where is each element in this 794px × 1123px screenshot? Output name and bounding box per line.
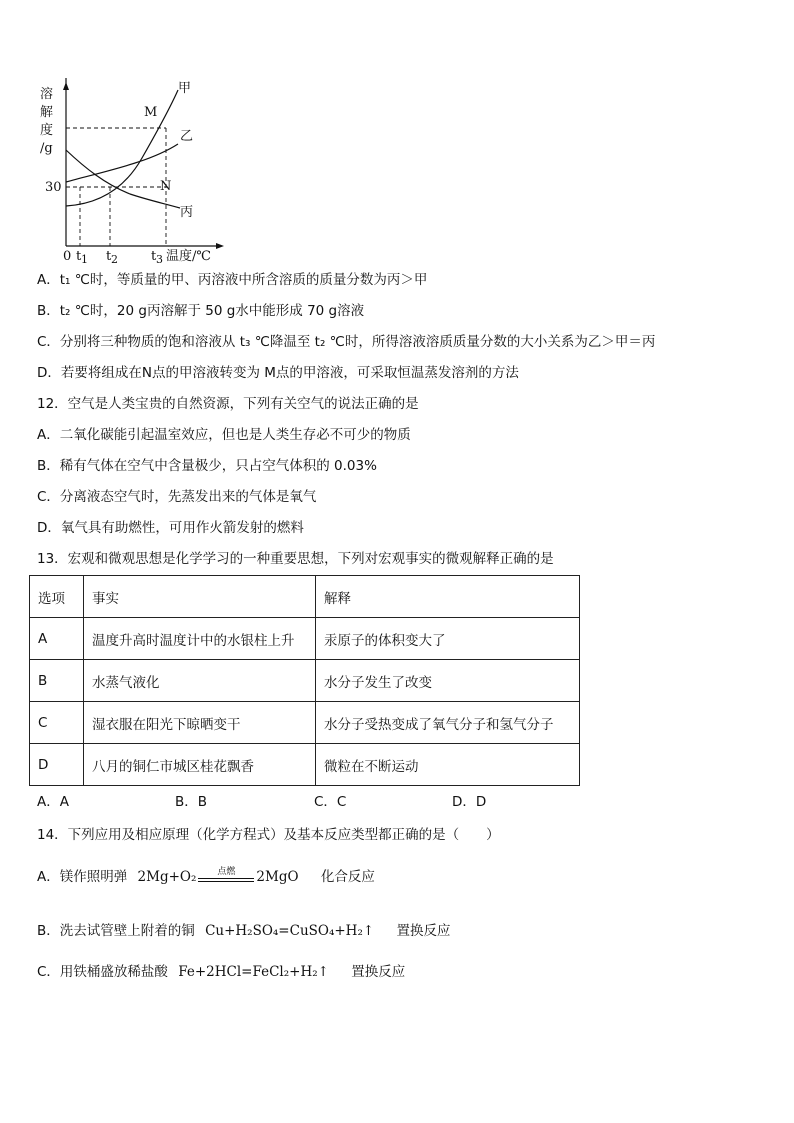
x-tick-t2-sub: 2 xyxy=(111,253,118,263)
q11-option-a: A．t₁ ℃时，等质量的甲、丙溶液中所含溶质的质量分数为丙＞甲 xyxy=(37,272,428,288)
solubility-graph xyxy=(30,78,230,263)
q14-c-prefix: C．用铁桶盛放稀盐酸 xyxy=(37,964,168,980)
x-tick-t1-sub: 1 xyxy=(81,253,88,263)
q13-option-a: A．A xyxy=(37,794,69,810)
q14-c-equation: Fe+2HCl=FeCl₂+H₂↑ xyxy=(178,964,329,980)
q13-option-d: D．D xyxy=(452,794,487,810)
q13-stem: 13．宏观和微观思想是化学学习的一种重要思想，下列对宏观事实的微观解释正确的是 xyxy=(37,551,554,567)
table-row xyxy=(30,618,580,660)
q14-stem: 14．下列应用及相应原理（化学方程式）及基本反应类型都正确的是（ ） xyxy=(37,827,500,843)
ylabel-4: /g xyxy=(40,141,53,156)
q14-a-rhs: 2MgO xyxy=(256,869,299,885)
q11-option-b: B．t₂ ℃时，20 g丙溶解于 50 g水中能形成 70 g溶液 xyxy=(37,303,365,319)
q12-stem: 12．空气是人类宝贵的自然资源，下列有关空气的说法正确的是 xyxy=(37,396,419,412)
q13-option-c: C．C xyxy=(314,794,347,810)
x-axis-label: 温度/℃ xyxy=(166,249,211,263)
x-tick-t2: t xyxy=(106,249,112,263)
origin-label: 0 xyxy=(63,249,72,263)
table-cell: D xyxy=(30,744,84,786)
q14-b-equation: Cu+H₂SO₄=CuSO₄+H₂↑ xyxy=(205,923,375,939)
table-cell: 八月的铜仁市城区桂花飘香 xyxy=(84,744,316,786)
curve-yi xyxy=(66,144,178,182)
table-cell: 水蒸气液化 xyxy=(84,660,316,702)
q14-b-type: 置换反应 xyxy=(396,923,451,939)
table-row xyxy=(30,702,580,744)
q13-option-b: B．B xyxy=(175,794,208,810)
q12-option-b: B．稀有气体在空气中含量极少，只占空气体积的 0.03% xyxy=(37,458,377,474)
table-header-cell: 解释 xyxy=(316,576,580,618)
table-cell: A xyxy=(30,618,84,660)
table-cell: 水分子受热变成了氧气分子和氢气分子 xyxy=(316,702,580,744)
ylabel-3: 度 xyxy=(40,123,54,138)
q11-option-d: D．若要将组成在N点的甲溶液转变为 M点的甲溶液，可采取恒温蒸发溶剂的方法 xyxy=(37,365,519,381)
table-row xyxy=(30,660,580,702)
table-header-row xyxy=(30,576,580,618)
table-cell: 水分子发生了改变 xyxy=(316,660,580,702)
table-header-cell: 事实 xyxy=(84,576,316,618)
table-header-cell: 选项 xyxy=(30,576,84,618)
x-tick-t1: t xyxy=(76,249,82,263)
table-cell: 温度升高时温度计中的水银柱上升 xyxy=(84,618,316,660)
q12-option-d: D．氧气具有助燃性，可用作火箭发射的燃料 xyxy=(37,520,304,536)
q14-a-prefix: A．镁作照明弹 xyxy=(37,869,128,885)
curve-label-bing: 丙 xyxy=(180,205,194,220)
x-axis-arrow xyxy=(216,243,224,249)
q14-option-b xyxy=(37,922,450,940)
q12-option-c: C．分离液态空气时，先蒸发出来的气体是氧气 xyxy=(37,489,317,505)
q11-option-c: C．分别将三种物质的饱和溶液从 t₃ ℃降温至 t₂ ℃时，所得溶液溶质质量分数的大小关系为乙＞甲＝丙 xyxy=(37,334,656,350)
curve-label-jia: 甲 xyxy=(178,81,192,96)
x-tick-t3: t xyxy=(151,249,157,263)
table-cell: B xyxy=(30,660,84,702)
q14-b-prefix: B．洗去试管壁上附着的铜 xyxy=(37,923,195,939)
point-label-m: M xyxy=(144,105,158,120)
ylabel-1: 溶 xyxy=(40,87,54,102)
q14-c-type: 置换反应 xyxy=(351,964,406,980)
q14-a-type: 化合反应 xyxy=(320,869,375,885)
q14-option-a xyxy=(37,866,375,888)
table-cell: 微粒在不断运动 xyxy=(316,744,580,786)
curve-label-yi: 乙 xyxy=(180,129,194,144)
table-cell: C xyxy=(30,702,84,744)
table-cell: 湿衣服在阳光下晾晒变干 xyxy=(84,702,316,744)
q13-table xyxy=(29,575,580,786)
ylabel-2: 解 xyxy=(40,105,54,120)
q14-option-c xyxy=(37,963,405,981)
x-tick-t3-sub: 3 xyxy=(156,253,163,263)
point-label-n: N xyxy=(160,179,172,194)
table-row xyxy=(30,744,580,786)
q14-a-lhs: 2Mg+O₂ xyxy=(137,869,197,885)
table-cell: 汞原子的体积变大了 xyxy=(316,618,580,660)
q14-a-condition-sign xyxy=(196,867,256,887)
q14-a-condition: 点燃 xyxy=(217,867,236,877)
y-tick-30: 30 xyxy=(45,180,62,195)
q12-option-a: A．二氧化碳能引起温室效应，但也是人类生存必不可少的物质 xyxy=(37,427,411,443)
